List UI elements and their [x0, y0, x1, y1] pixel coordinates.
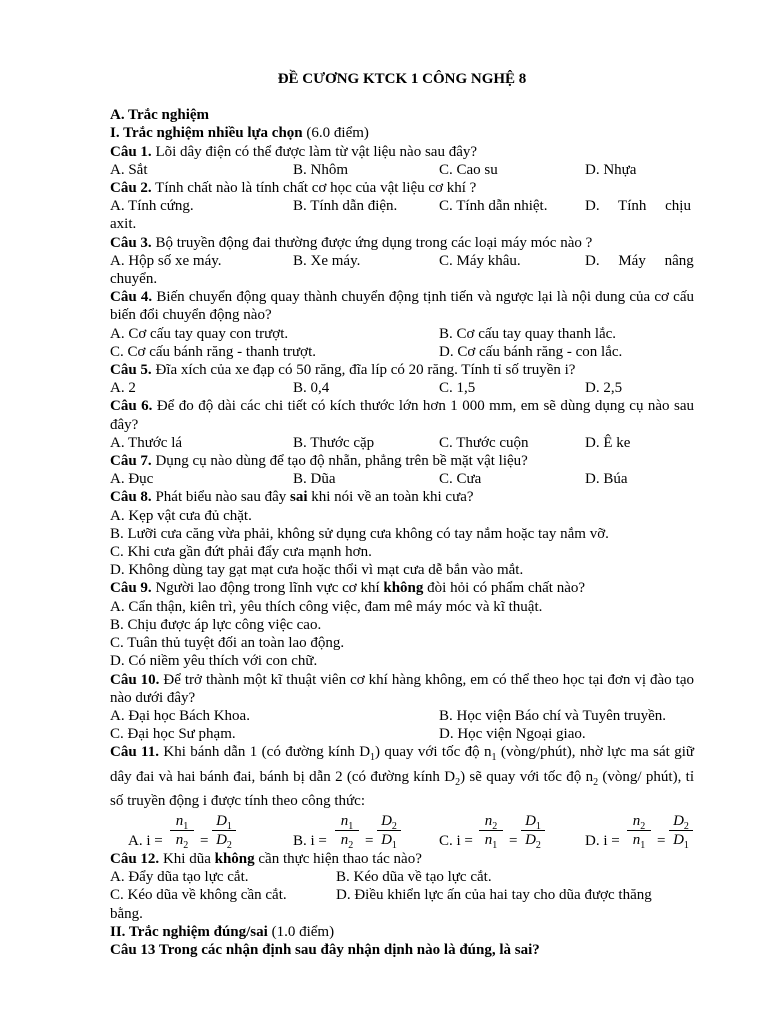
question-7-options: [110, 470, 694, 488]
option-c: C. Khi cưa gần đứt phải đẩy cưa mạnh hơn.: [110, 544, 372, 561]
option-b: B. Tính dẫn điện.: [293, 198, 398, 215]
question-10: Câu 10. Để trở thành một kĩ thuật viên cơ khí hàng không, em có thể theo học tại đơn vị đào tạo nào dưới đây?: [110, 671, 694, 706]
option-c: C. Tính dẫn nhiệt.: [439, 198, 548, 215]
option-c: C. Thước cuộn: [439, 434, 529, 451]
section-1-heading: I. Trắc nghiệm nhiều lựa chọn (6.0 điểm): [110, 125, 369, 142]
option-b: B. Dũa: [293, 471, 336, 488]
option-b: B. Thước cặp: [293, 434, 375, 451]
option-b: B. i = $\frac{n_1}{n_2}$ = $\frac{D_2}{D_1}$: [293, 810, 433, 850]
question-10-options-cd: [110, 725, 694, 743]
option-b: B. Cơ cấu tay quay thanh lắc.: [439, 325, 617, 342]
option-c: C. Cơ cấu bánh răng - thanh trượt.: [110, 343, 317, 360]
option-d: D. Không dùng tay gạt mạt cưa hoặc thổi vì mạt cưa dễ bắn vào mắt.: [110, 562, 524, 579]
option-b: B. Xe máy.: [293, 252, 361, 269]
question-12-options-ab: [110, 868, 694, 886]
fraction-n: $\frac{n_2}{n_1}$: [627, 812, 651, 849]
question-5-options: [110, 379, 694, 397]
question-13: Câu 13 Trong các nhận định sau đây nhận dịnh nào là đúng, là sai?: [110, 941, 540, 958]
option-c: C. Cao su: [439, 161, 498, 178]
option-a: A. Cẩn thận, kiên trì, yêu thích công việc, đam mê máy móc và kĩ thuật.: [110, 598, 543, 615]
fraction-d: $\frac{D_2}{D_1}$: [377, 812, 401, 849]
option-b: B. Học viện Báo chí và Tuyên truyền.: [439, 707, 667, 724]
option-d: D. Búa: [585, 471, 628, 488]
option-a: A. Sắt: [110, 161, 148, 178]
fraction-d: $\frac{D_2}{D_1}$: [669, 812, 693, 849]
question-5: Câu 5. Đĩa xích của xe đạp có 50 răng, đĩa líp có 20 răng. Tính tỉ số truyền i?: [110, 362, 576, 379]
option-d: D. Máy nâng: [585, 252, 694, 269]
question-8: Câu 8. Phát biểu nào sau đây sai khi nói về an toàn khi cưa?: [110, 489, 474, 506]
fraction-n: $\frac{n_2}{n_1}$: [479, 812, 503, 849]
option-a: A. Hộp số xe máy.: [110, 252, 222, 269]
option-a: A. Thước lá: [110, 434, 183, 451]
fraction-d: $\frac{D_1}{D_2}$: [212, 812, 236, 849]
option-a: A. i = $\frac{n_1}{n_2}$ = $\frac{D_1}{D_2}$: [128, 810, 268, 850]
question-6-options: [110, 434, 694, 452]
question-11-options: [110, 810, 694, 850]
question-12-wrap: bằng.: [110, 905, 143, 922]
question-12: Câu 12. Khi dũa không cần thực hiện thao tác nào?: [110, 850, 422, 867]
option-c: C. Đại học Sư phạm.: [110, 726, 236, 743]
option-a: A. Kẹp vật cưa đủ chặt.: [110, 507, 252, 524]
question-7: Câu 7. Dụng cụ nào dùng để tạo độ nhẵn, phẳng trên bề mặt vật liệu?: [110, 453, 528, 470]
option-a: A. Cơ cấu tay quay con trượt.: [110, 325, 289, 342]
option-a: A. Đại học Bách Khoa.: [110, 707, 250, 724]
option-b: B. 0,4: [293, 380, 330, 397]
page-title: ĐỀ CƯƠNG KTCK 1 CÔNG NGHỆ 8: [277, 71, 527, 87]
option-b: B. Nhôm: [293, 161, 349, 178]
question-3: Câu 3. Bộ truyền động đai thường được ứng dụng trong các loại máy móc nào ?: [110, 234, 593, 251]
option-d: D. Có niềm yêu thích với con chữ.: [110, 653, 318, 670]
option-d: D. Tính chịu: [585, 198, 691, 215]
fraction-n: $\frac{n_1}{n_2}$: [335, 812, 359, 849]
option-c: C. Tuân thủ tuyệt đối an toàn lao động.: [110, 635, 345, 652]
question-12-options-cd: [110, 886, 694, 904]
question-10-options-ab: [110, 707, 694, 725]
option-d: D. Học viện Ngoại giao.: [439, 726, 586, 743]
document-page: [110, 70, 694, 959]
option-d: D. Nhựa: [585, 161, 637, 178]
section-2-heading: II. Trắc nghiệm đúng/sai (1.0 điểm): [110, 923, 335, 940]
option-d: D. 2,5: [585, 380, 623, 397]
option-d: D. i = $\frac{n_2}{n_1}$ = $\frac{D_2}{D_1}$: [585, 810, 725, 850]
question-2-options: [110, 197, 694, 215]
option-a: A. Đục: [110, 471, 154, 488]
question-1: Câu 1. Lõi dây điện có thể được làm từ vật liệu nào sau đây?: [110, 143, 478, 160]
option-a: A. Tính cứng.: [110, 198, 194, 215]
option-a: A. Đẩy dũa tạo lực cắt.: [110, 869, 249, 886]
option-a: A. 2: [110, 380, 136, 397]
question-11: Câu 11. Khi bánh dẫn 1 (có đường kính $D_1$) quay với tốc độ $n_1$ (vòng/phút), nhờ lực ma sát giữ dây đai và hai bánh đai, bánh bị dẫn 2 (có đường kính $D_2$) sẽ quay với tốc độ $n_2$ (vòng/ phút), tỉ số truyền động i được tính theo công thức:: [110, 744, 695, 809]
option-d: D. Điều khiển lực ấn của hai tay cho dũa được thăng: [336, 887, 652, 904]
question-4-options-cd: [110, 343, 694, 361]
question-1-options: [110, 161, 694, 179]
option-b: B. Kéo dũa về tạo lực cắt.: [336, 869, 492, 886]
option-d: D. Cơ cấu bánh răng - con lắc.: [439, 343, 623, 360]
fraction-d: $\frac{D_1}{D_2}$: [521, 812, 545, 849]
question-2: Câu 2. Tính chất nào là tính chất cơ học của vật liệu cơ khí ?: [110, 180, 477, 197]
question-2-wrap: axit.: [110, 216, 137, 233]
option-c: C. Kéo dũa về không cần cắt.: [110, 887, 287, 904]
section-a-heading: A. Trắc nghiệm: [110, 107, 210, 124]
question-6: Câu 6. Để đo độ dài các chi tiết có kích thước lớn hơn 1 000 mm, em sẽ dùng dụng cụ nào sau đây?: [110, 398, 694, 433]
option-d: D. Ê ke: [585, 434, 631, 451]
option-c: C. 1,5: [439, 380, 476, 397]
question-3-options: [110, 252, 694, 270]
question-4: Câu 4. Biến chuyển động quay thành chuyển động tịnh tiến và ngược lại là nội dung của cơ cấu biến đổi chuyển động nào?: [110, 289, 694, 324]
option-c: C. Máy khâu.: [439, 252, 521, 269]
question-4-options-ab: [110, 325, 694, 343]
option-b: B. Chịu được áp lực công việc cao.: [110, 616, 322, 633]
option-c: C. i = $\frac{n_2}{n_1}$ = $\frac{D_1}{D_2}$: [439, 810, 579, 850]
option-c: C. Cưa: [439, 471, 482, 488]
option-b: B. Lưỡi cưa căng vừa phải, không sử dụng cưa không có tay nắm hoặc tay nắm vỡ.: [110, 525, 609, 542]
fraction-n: $\frac{n_1}{n_2}$: [170, 812, 194, 849]
question-3-wrap: chuyển.: [110, 271, 158, 288]
question-9: Câu 9. Người lao động trong lĩnh vực cơ khí không đòi hỏi có phẩm chất nào?: [110, 580, 586, 597]
